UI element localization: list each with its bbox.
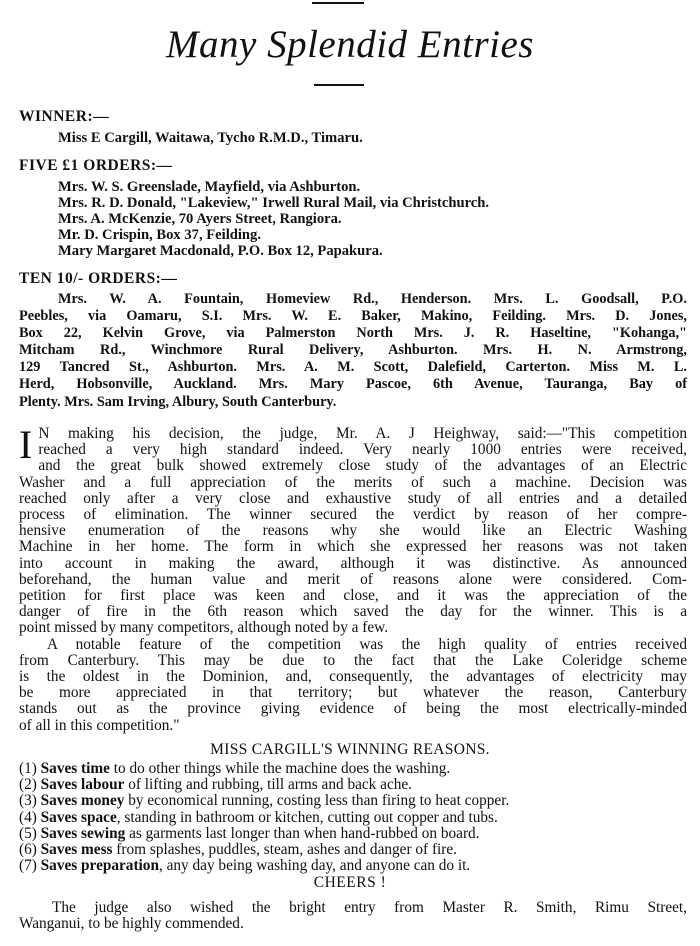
- judge-line: Machine in her home. The form in which she expressed her reasons was not taken: [19, 538, 687, 556]
- judge-line: into account in making the award, although it was distinctive. As announced: [19, 554, 687, 572]
- reason-number: (3): [19, 792, 37, 810]
- reason-number: (4): [19, 808, 37, 826]
- reason-text: , standing in bathroom or kitchen, cutting out copper and tubs.: [116, 808, 498, 826]
- reason-keyword: Saves preparation: [40, 857, 159, 875]
- judge-line: N making his decision, the judge, Mr. A. J Heighway, said:—"This competition: [38, 425, 687, 442]
- judge-line: of all in this competition.": [19, 716, 180, 734]
- cheers-text: CHEERS !: [313, 874, 387, 891]
- closing-line: Wanganui, to be highly commended.: [19, 915, 244, 933]
- five-orders-entry: Mr. D. Crispin, Box 37, Feilding.: [58, 227, 261, 243]
- top-rule: [312, 2, 364, 4]
- reason-item: [19, 793, 687, 809]
- reason-text: by economical running, costing less than firing to heat copper.: [124, 792, 510, 810]
- reasons-list: [19, 761, 687, 874]
- reason-number: (5): [19, 824, 37, 842]
- ten-orders-line: Herd, Hobsonville, Auckland. Mrs. Mary Pascoe, 6th Avenue, Tauranga, Bay of: [19, 376, 687, 393]
- closing-line: The judge also wished the bright entry from Master R. Smith, Rimu Street,: [52, 899, 687, 916]
- reason-number: (1): [19, 760, 37, 777]
- ten-orders-paragraph: [19, 291, 687, 411]
- reason-item: [19, 826, 687, 842]
- judge-line: and the great bulk showed extremely close study of the advantages of an Electric: [38, 457, 687, 475]
- judge-line: is the oldest in the Dominion, and, consequently, the advantages of electricity may: [19, 668, 687, 686]
- ten-orders-line: Plenty. Mrs. Sam Irving, Albury, South Canterbury.: [19, 393, 337, 410]
- judge-line: beforehand, the human value and merit of reasons alone were considered. Com-: [19, 570, 687, 588]
- judge-line: A notable feature of the competition was the high quality of entries received: [47, 635, 687, 653]
- article-title: Many Splendid Entries: [166, 23, 534, 66]
- judge-line: hensive enumeration of the reasons why she would like an Electric Washing: [19, 522, 687, 540]
- five-orders-entry: Mrs. R. D. Donald, "Lakeview," Irwell Rural Mail, via Christchurch.: [58, 195, 490, 211]
- reason-number: (7): [19, 857, 37, 875]
- reason-keyword: Saves space: [40, 808, 117, 826]
- reason-keyword: Saves time: [40, 760, 110, 777]
- judge-line: be more appreciated in that territory; but whatever the reason, Canterbury: [19, 684, 687, 702]
- judge-line: stands out as the province giving evidence of being the most electrically-minded: [19, 700, 687, 718]
- five-orders-entry: Mrs. A. McKenzie, 70 Ayers Street, Rangiora.: [58, 211, 342, 227]
- reason-item: [19, 761, 687, 777]
- reason-keyword: Saves labour: [40, 776, 125, 794]
- reason-keyword: Saves sewing: [40, 824, 126, 842]
- judge-line: from Canterbury. This may be due to the fact that the Lake Coleridge scheme: [19, 651, 687, 669]
- ten-orders-heading: TEN 10/- ORDERS:—: [19, 270, 178, 287]
- ten-orders-line: Mrs. W. A. Fountain, Homeview Rd., Henderson. Mrs. L. Goodsall, P.O.: [58, 291, 687, 307]
- reason-item: [19, 810, 687, 826]
- judge-line: Washer and a full appreciation of the merits of such a machine. Decision was: [19, 473, 687, 491]
- reason-keyword: Saves mess: [40, 841, 113, 859]
- judge-line: danger of fire in the 6th reason which saved the day for the winner. This is a: [19, 603, 687, 621]
- judge-line: point missed by many competitors, although noted by a few.: [19, 619, 389, 637]
- ten-orders-line: Box 22, Kelvin Grove, via Palmerston North Mrs. J. R. Haseltine, "Kohanga,": [19, 325, 687, 342]
- judge-line: process of elimination. The winner secured the verdict by reason of her compre-: [19, 506, 687, 524]
- ten-orders-line: Mitcham Rd., Winchmore Rural Delivery, Ashburton. Mrs. H. N. Armstrong,: [19, 342, 687, 359]
- reason-text: as garments last longer than when hand-rubbed on board.: [125, 824, 480, 842]
- title-rule: [314, 84, 364, 86]
- reason-item: [19, 858, 687, 874]
- winner-heading: WINNER:—: [19, 108, 110, 125]
- judge-line: reached only after a very close and exhaustive study of all entries and a detailed: [19, 489, 687, 507]
- reason-number: (2): [19, 776, 37, 794]
- winner-name: Miss E Cargill, Waitawa, Tycho R.M.D., Timaru.: [58, 130, 363, 146]
- five-orders-entry: Mrs. W. S. Greenslade, Mayfield, via Ashburton.: [58, 179, 361, 195]
- reason-item: [19, 842, 687, 858]
- judge-line: reached a very high standard indeed. Very nearly 1000 entries were received,: [38, 441, 687, 459]
- reason-text: from splashes, puddles, steam, ashes and danger of fire.: [112, 841, 457, 859]
- judge-line: petition for first place was keen and close, and it was the appreciation of the: [19, 587, 687, 605]
- closing-paragraph: [19, 900, 687, 932]
- ten-orders-line: 129 Tancred St., Ashburton. Mrs. A. M. Scott, Dalefield, Carterton. Miss M. L.: [19, 359, 687, 376]
- reason-text: , any day being washing day, and anyone can do it.: [158, 857, 471, 875]
- five-orders-entry: Mary Margaret Macdonald, P.O. Box 12, Papakura.: [58, 243, 383, 259]
- reason-number: (6): [19, 841, 37, 859]
- drop-cap: I: [19, 422, 33, 467]
- five-orders-heading: FIVE £1 ORDERS:—: [19, 157, 173, 174]
- ten-orders-line: Peebles, via Oamaru, S.I. Mrs. W. E. Baker, Makino, Feilding. Mrs. D. Jones,: [19, 308, 687, 325]
- reason-text: to do other things while the machine does the washing.: [109, 760, 451, 777]
- reason-text: of lifting and rubbing, till arms and back ache.: [124, 776, 412, 794]
- judge-statement: [19, 422, 687, 734]
- reasons-heading: MISS CARGILL'S WINNING REASONS.: [210, 741, 490, 758]
- reason-keyword: Saves money: [40, 792, 125, 810]
- reason-item: [19, 777, 687, 793]
